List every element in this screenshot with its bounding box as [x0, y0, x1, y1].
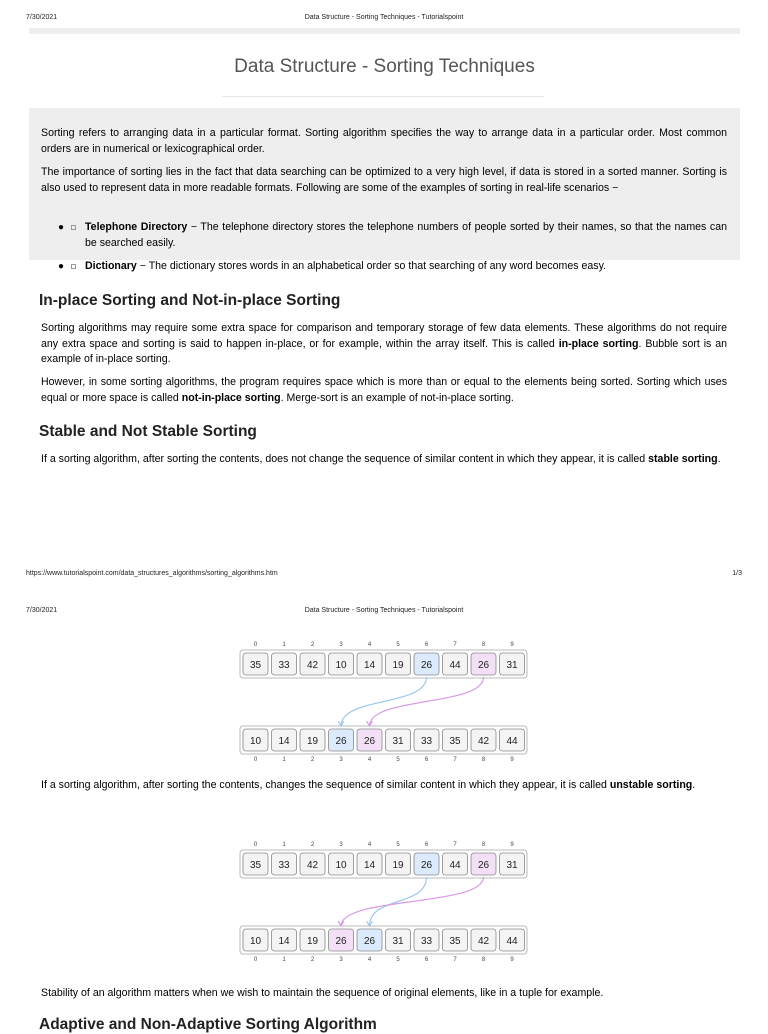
intro-paragraph-2: The importance of sorting lies in the fact that data searching can be optimized to a very high level, if data is stored in a sorted manner. Sorting is also used to represent data in more readable formats. Following are some of the examples of sorting in real-life scenarios − [41, 166, 727, 194]
term-stable: stable sorting [648, 453, 718, 465]
top-array-index: 4 [367, 642, 372, 648]
mapping-arrow [341, 877, 484, 926]
bottom-array-index: 5 [396, 957, 400, 963]
footer-url: https://www.tutorialspoint.com/data_structures_algorithms/sorting_algorithms.htm [26, 570, 278, 577]
top-array-index: 8 [481, 642, 486, 648]
bottom-array-index: 2 [310, 957, 315, 963]
mapping-arrow [341, 677, 427, 726]
top-array-value: 19 [392, 860, 404, 871]
top-array-index: 9 [510, 642, 514, 648]
print-title: Data Structure - Sorting Techniques - Tutorialspoint [304, 14, 464, 21]
top-array-value: 35 [249, 660, 262, 671]
top-array-value: 14 [363, 860, 376, 871]
bottom-array-value: 35 [449, 936, 461, 947]
bottom-array-index: 6 [424, 757, 429, 763]
top-array-index: 6 [424, 842, 429, 848]
top-array-value: 26 [420, 660, 433, 671]
top-array-index: 5 [396, 842, 400, 848]
top-array-value: 44 [449, 860, 461, 871]
bottom-array-value: 14 [278, 736, 290, 747]
bottom-array-value: 19 [306, 936, 319, 947]
heading-inplace: In-place Sorting and Not-in-place Sorting [39, 292, 341, 309]
top-array-index: 2 [310, 842, 315, 848]
bottom-array-value: 31 [392, 936, 404, 947]
footer-page-number: 1/3 [732, 570, 742, 577]
bottom-array-value: 14 [278, 936, 290, 947]
bottom-array-index: 9 [510, 957, 514, 963]
list-item-text: − The dictionary stores words in an alphabetical order so that searching of any word becomes easy. [136, 260, 607, 272]
bottom-array-index: 2 [310, 757, 315, 763]
stable-paragraph: If a sorting algorithm, after sorting the contents, does not change the sequence of similar content in which they appear, it is called stable sorting. [41, 453, 721, 465]
top-array-index: 8 [481, 842, 486, 848]
bottom-array-index: 7 [453, 957, 457, 963]
bottom-array-value: 26 [335, 736, 347, 747]
top-array-value: 14 [363, 660, 376, 671]
bottom-array-value: 10 [249, 936, 262, 947]
term-not-in-place: not-in-place sorting [181, 391, 281, 404]
title-divider [222, 96, 544, 97]
top-array-value: 19 [392, 660, 404, 671]
checkbox-square-icon [71, 225, 76, 230]
print-date: 7/30/2021 [26, 607, 58, 614]
top-array-index: 0 [253, 842, 258, 848]
bottom-array-value: 19 [306, 736, 319, 747]
inplace-paragraph-2: However, in some sorting algorithms, the program requires space which is more than or equal to the elements being sorted. Sorting which uses equal or more space is called not-in-place sorting. Merge-sort is an example of not-in-place sorting. [41, 376, 727, 404]
top-bar [29, 28, 740, 34]
mapping-arrow [370, 677, 484, 726]
top-array-index: 3 [339, 642, 343, 648]
top-array-index: 0 [253, 642, 258, 648]
page-title: Data Structure - Sorting Techniques [234, 56, 535, 77]
bottom-array-index: 0 [253, 757, 258, 763]
top-array-value: 31 [506, 860, 518, 871]
print-date: 7/30/2021 [26, 14, 58, 21]
top-array-index: 7 [453, 642, 457, 648]
top-array-value: 26 [477, 660, 490, 671]
top-array-value: 31 [506, 660, 518, 671]
bottom-array-index: 6 [424, 957, 429, 963]
bottom-array-index: 4 [367, 957, 372, 963]
heading-adaptive: Adaptive and Non-Adaptive Sorting Algorithm [39, 1016, 377, 1033]
top-array-index: 2 [310, 642, 315, 648]
checkbox-square-icon [71, 264, 76, 269]
bottom-array-value: 44 [506, 736, 518, 747]
print-title: Data Structure - Sorting Techniques - Tutorialspoint [304, 607, 464, 614]
bullet-dot-icon: ● [58, 222, 65, 233]
unstable-paragraph: If a sorting algorithm, after sorting the contents, changes the sequence of similar content in which they appear, it is called unstable sorting. [41, 779, 696, 791]
top-array-index: 6 [424, 642, 429, 648]
list-item-text: − The telephone directory stores the telephone numbers of people sorted by their names, so that the names can be searched easily. [85, 221, 727, 249]
top-array-index: 5 [396, 642, 400, 648]
mapping-arrow [370, 877, 427, 926]
bottom-array-index: 5 [396, 757, 400, 763]
top-array-value: 33 [278, 660, 290, 671]
top-array-value: 33 [278, 860, 290, 871]
bottom-array-index: 8 [481, 957, 486, 963]
intro-paragraph-1: Sorting refers to arranging data in a particular format. Sorting algorithm specifies the way to arrange data in a particular order. Most common orders are in numerical or lexicographical order. [41, 127, 727, 155]
bottom-array-value: 33 [420, 936, 433, 947]
top-array-value: 10 [335, 660, 347, 671]
term-in-place: in-place sorting [558, 337, 639, 350]
top-array-index: 7 [453, 842, 457, 848]
bottom-array-value: 42 [477, 936, 490, 947]
stability-note: Stability of an algorithm matters when we wish to maintain the sequence of original elements, like in a tuple for example. [41, 987, 604, 999]
list-item-term: Dictionary [85, 260, 137, 272]
top-array-value: 26 [420, 860, 433, 871]
bottom-array-value: 31 [392, 736, 404, 747]
bottom-array-value: 26 [363, 936, 376, 947]
page-header [0, 14, 768, 28]
bottom-array-index: 1 [282, 957, 286, 963]
bottom-array-value: 44 [506, 936, 518, 947]
bottom-array-index: 0 [253, 957, 258, 963]
bottom-array-index: 3 [339, 957, 343, 963]
term-unstable: unstable sorting [609, 779, 693, 791]
bottom-array-value: 26 [335, 936, 347, 947]
next-heading-clip [39, 1016, 739, 1033]
bottom-array-value: 26 [363, 736, 376, 747]
bottom-array-index: 9 [510, 757, 514, 763]
inplace-paragraph-1: Sorting algorithms may require some extra space for comparison and temporary storage of few data elements. These algorithms do not require any extra space and sorting is said to happen in-place, or for example, within the array itself. This is called in-place sorting. Bubble sort is an example of in-place sorting. [41, 322, 728, 365]
top-array-index: 4 [367, 842, 372, 848]
top-array-value: 42 [306, 660, 319, 671]
page-header [0, 607, 768, 621]
top-array-index: 9 [510, 842, 514, 848]
stable-sort-diagram [230, 636, 540, 766]
bottom-array-value: 10 [249, 736, 262, 747]
bottom-array-value: 42 [477, 736, 490, 747]
top-array-index: 1 [282, 642, 286, 648]
bottom-array-index: 3 [339, 757, 343, 763]
top-array-value: 44 [449, 660, 461, 671]
top-array-value: 42 [306, 860, 319, 871]
heading-stable: Stable and Not Stable Sorting [39, 423, 257, 440]
unstable-sort-diagram [230, 836, 540, 966]
list-item-term: Telephone Directory [85, 221, 188, 233]
top-array-value: 26 [477, 860, 490, 871]
bottom-array-index: 1 [282, 757, 286, 763]
top-array-value: 10 [335, 860, 347, 871]
top-array-index: 3 [339, 842, 343, 848]
bottom-array-value: 35 [449, 736, 461, 747]
bottom-array-value: 33 [420, 736, 433, 747]
bottom-array-index: 7 [453, 757, 457, 763]
top-array-index: 1 [282, 842, 286, 848]
top-array-value: 35 [249, 860, 262, 871]
bullet-dot-icon: ● [58, 261, 65, 272]
bottom-array-index: 4 [367, 757, 372, 763]
bottom-array-index: 8 [481, 757, 486, 763]
